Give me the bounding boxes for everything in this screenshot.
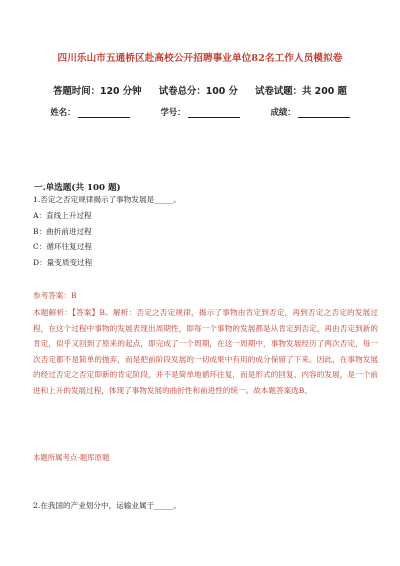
question-2-stem: 2.在我国的产业划分中，运输业属于_____。 [33,501,181,510]
name-field[interactable] [50,107,129,117]
student-id-field[interactable] [160,107,239,117]
reference-answer: 参考答案：B [33,291,77,300]
option-b[interactable]: B：曲折前进过程 [33,226,92,236]
question-1-stem: 1.否定之否定规律揭示了事物发展是_____。 [33,195,181,204]
exam-total-score: 试卷总分：100 分 [158,86,238,97]
score-blank [298,108,350,118]
student-id-label: 学号： [160,107,186,117]
page-title: 四川乐山市五通桥区赴高校公开招聘事业单位82名工作人员模拟卷 [57,53,343,64]
exam-info [0,83,400,97]
exam-question-count: 试卷试题：共 200 题 [255,86,347,97]
score-label: 成绩： [270,107,296,117]
score-field[interactable] [270,107,349,117]
exam-time: 答题时间：120 分钟 [53,86,142,97]
question-1 [33,192,378,271]
student-id-blank [188,108,240,118]
option-d[interactable]: D：量变质变过程 [33,258,93,268]
option-c[interactable]: C：循环往复过程 [33,242,92,252]
name-blank [78,108,130,118]
section-heading: 一.单选题(共 100 题) [34,183,121,193]
question-source: 本题所属考点-题库原题 [33,453,110,462]
option-a[interactable]: A：直线上升过程 [33,210,92,220]
answer-analysis: 本题解析：【答案】B。解析：否定之否定规律，揭示了事物由肯定到否定，再到否定之否定的发展过程，在这个过程中事物的发展表现出周期性，即每一个事物的发展都是从肯定到否定，再由否定到新的肯定，似乎又回到了原来的起点，即完成了一个周期，在这一周期中，事物发展经历了两次否定，每一次否定都不是简单的抛弃，而是把前阶段发展的一切成果中有用的成分保留了下来。因此，在事物发展的经过否定之否定即新的肯定阶段，并不是简单地循环往复，而是形式的回复、内容的发展，是一个前进和上升的发展过程，体现了事物发展的曲折性和前进性的统一。故本题答案选B。 [33,308,378,395]
student-fields [0,106,400,118]
name-label: 姓名： [50,107,76,117]
